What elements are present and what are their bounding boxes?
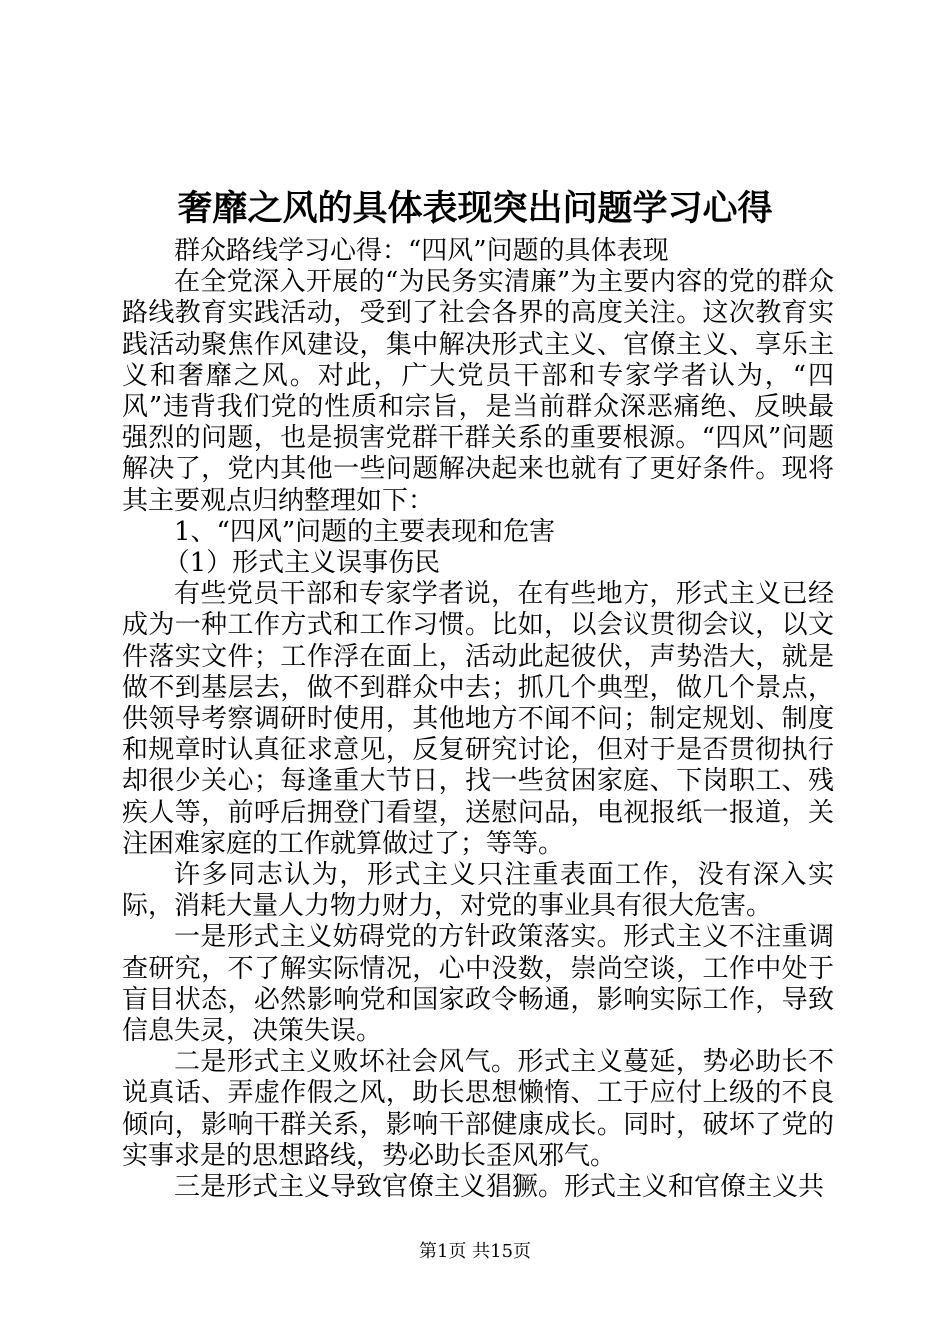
paragraph: 许多同志认为，形式主义只注重表面工作，没有深入实际，消耗大量人力物力财力，对党的事业具有很大危害。 <box>122 860 834 922</box>
paragraph-intro: 在全党深入开展的“为民务实清廉”为主要内容的党的群众路线教育实践活动，受到了社会各界的高度关注。这次教育实践活动聚焦作风建设，集中解决形式主义、官僚主义、享乐主义和奢靡之风。对此，广大党员干部和专家学者认为，“四风”违背我们党的性质和宗旨，是当前群众深恶痛绝、反映最强烈的问题，也是损害党群干群关系的重要根源。“四风”问题解决了，党内其他一些问题解决起来也就有了更好条件。现将其主要观点归纳整理如下： <box>122 267 834 516</box>
document-body <box>122 236 834 1203</box>
paragraph: 三是形式主义导致官僚主义猖獗。形式主义和官僚主义共 <box>174 1172 825 1203</box>
section-heading: 1、“四风”问题的主要表现和危害 <box>174 516 556 547</box>
paragraph: 一是形式主义妨碍党的方针政策落实。形式主义不注重调查研究，不了解实际情况，心中没数，崇尚空谈，工作中处于盲目状态，必然影响党和国家政令畅通，影响实际工作，导致信息失灵，决策失误。 <box>122 922 834 1047</box>
paragraph: 有些党员干部和专家学者说，在有些地方，形式主义已经成为一种工作方式和工作习惯。比如，以会议贯彻会议，以文件落实文件；工作浮在面上，活动此起彼伏，声势浩大，就是做不到基层去，做不到群众中去；抓几个典型，做几个景点，供领导考察调研时使用，其他地方不闻不问；制定规划、制度和规章时认真征求意见，反复研究讨论，但对于是否贯彻执行却很少关心；每逢重大节日，找一些贫困家庭、下岗职工、残疾人等，前呼后拥登门看望，送慰问品，电视报纸一报道，关注困难家庭的工作就算做过了；等等。 <box>122 579 834 859</box>
document-title: 奢靡之风的具体表现突出问题学习心得 <box>177 188 773 229</box>
subsection-heading: （1）形式主义误事伤民 <box>163 548 441 579</box>
paragraph-subtitle: 群众路线学习心得：“四风”问题的具体表现 <box>174 236 669 266</box>
page-number: 第1页 共15页 <box>418 1241 532 1262</box>
paragraph: 二是形式主义败坏社会风气。形式主义蔓延，势必助长不说真话、弄虚作假之风，助长思想懒惰、工于应付上级的不良倾向，影响干群关系，影响干部健康成长。同时，破坏了党的实事求是的思想路线，势必助长歪风邪气。 <box>122 1047 834 1171</box>
